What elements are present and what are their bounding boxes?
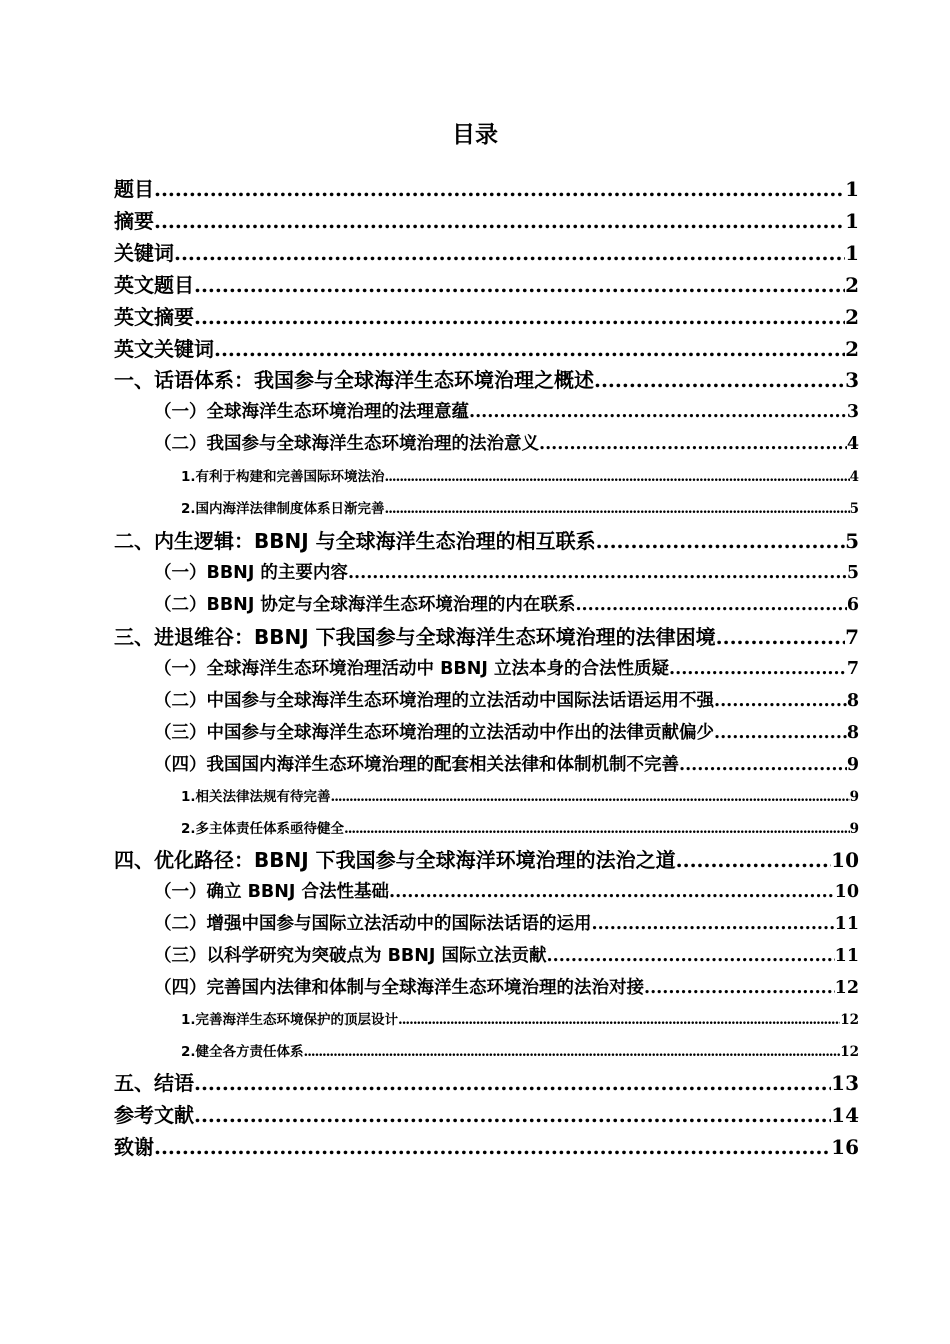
toc-entry-text: 致谢 — [114, 1135, 154, 1159]
toc-entry-text: （四）完善国内法律和体制与全球海洋生态环境治理的法治对接 — [154, 978, 644, 998]
toc-page-number: 3 — [846, 402, 859, 422]
toc-page-number: 6 — [846, 595, 859, 615]
toc-page-number: 4 — [849, 469, 859, 485]
toc-entry-text: （一）全球海洋生态环境治理的法理意蕴 — [154, 402, 469, 422]
toc-page-number: 12 — [834, 978, 859, 998]
toc-entry-text: （二）增强中国参与国际立法活动中的国际法话语的运用 — [154, 914, 592, 934]
toc-entry[interactable] — [114, 303, 859, 331]
toc-entry[interactable] — [114, 623, 859, 651]
toc-entry-text: 2.健全各方责任体系 — [181, 1044, 304, 1060]
toc-entry-text: 四、优化路径：BBNJ 下我国参与全球海洋环境治理的法治之道 — [114, 848, 676, 872]
leader-dots — [348, 560, 847, 586]
toc-entry-text: （三）中国参与全球海洋生态环境治理的立法活动中作出的法律贡献偏少 — [154, 723, 714, 743]
toc-page-number: 7 — [846, 659, 859, 679]
toc-entry-text: （二）中国参与全球海洋生态环境治理的立法活动中国际法话语运用不强 — [154, 691, 714, 711]
leader-dots — [575, 592, 846, 618]
toc-entry-text: 1.有利于构建和完善国际环境法治 — [181, 469, 385, 485]
leader-dots — [331, 787, 850, 807]
toc-entry-text: （二）我国参与全球海洋生态环境治理的法治意义 — [154, 434, 539, 454]
toc-page-number: 8 — [846, 691, 859, 711]
toc-entry-text: 一、话语体系：我国参与全球海洋生态环境治理之概述 — [114, 368, 594, 392]
toc-entry-text: 五、结语 — [114, 1071, 194, 1095]
toc-page-number: 13 — [831, 1071, 859, 1095]
toc-page-number: 12 — [840, 1012, 859, 1028]
leader-dots — [194, 271, 845, 299]
leader-dots — [594, 366, 845, 394]
toc-entry[interactable] — [114, 1133, 859, 1161]
toc-entry[interactable] — [154, 943, 859, 969]
toc-entry[interactable] — [154, 911, 859, 937]
leader-dots — [669, 656, 847, 682]
leader-dots — [154, 1133, 831, 1161]
toc-page-number: 10 — [831, 848, 859, 872]
toc-page-number: 1 — [845, 177, 859, 201]
toc-page-number: 11 — [834, 946, 859, 966]
toc-entry[interactable] — [114, 846, 859, 874]
toc-entry-text: 1.完善海洋生态环境保护的顶层设计 — [181, 1012, 399, 1028]
toc-entry-text: 1.相关法律法规有待完善 — [181, 789, 331, 805]
leader-dots — [214, 335, 845, 363]
leader-dots — [194, 1101, 831, 1129]
leader-dots — [174, 239, 845, 267]
toc-entry-text: （四）我国国内海洋生态环境治理的配套相关法律和体制机制不完善 — [154, 755, 679, 775]
toc-entry[interactable] — [114, 207, 859, 235]
toc-page-number: 1 — [845, 209, 859, 233]
toc-entry-text: （一）BBNJ 的主要内容 — [154, 563, 348, 583]
toc-entry[interactable] — [114, 239, 859, 267]
toc-entry-text: 关键词 — [114, 241, 174, 265]
toc-page-number: 10 — [834, 882, 859, 902]
toc-entry[interactable] — [154, 560, 859, 586]
leader-dots — [154, 175, 845, 203]
toc-entry[interactable] — [114, 366, 859, 394]
leader-dots — [592, 911, 835, 937]
toc-entry-text: 题目 — [114, 177, 154, 201]
leader-dots — [154, 207, 845, 235]
leader-dots — [714, 688, 847, 714]
toc-page-number: 16 — [831, 1135, 859, 1159]
toc-page-number: 4 — [846, 434, 859, 454]
leader-dots — [644, 975, 835, 1001]
toc-entry[interactable] — [114, 271, 859, 299]
toc-entry-text: （二）BBNJ 协定与全球海洋生态环境治理的内在联系 — [154, 595, 576, 615]
leader-dots — [385, 467, 850, 487]
toc-entry-text: 英文摘要 — [114, 305, 194, 329]
toc-page-number: 2 — [845, 273, 859, 297]
toc-page-number: 5 — [846, 563, 859, 583]
leader-dots — [344, 819, 850, 839]
toc-entry-text: 2.多主体责任体系亟待健全 — [181, 821, 345, 837]
leader-dots — [194, 303, 845, 331]
toc-entry[interactable] — [114, 527, 859, 555]
leader-dots — [676, 846, 832, 874]
toc-page-number: 7 — [845, 625, 859, 649]
toc-entry[interactable] — [154, 720, 859, 746]
toc-page-number: 2 — [845, 305, 859, 329]
toc-entry-text: 参考文献 — [114, 1103, 194, 1127]
toc-entry-text: 二、内生逻辑：BBNJ 与全球海洋生态治理的相互联系 — [114, 529, 596, 553]
toc-entry[interactable] — [181, 787, 859, 807]
toc-entry[interactable] — [181, 499, 859, 519]
toc-page-number: 14 — [831, 1103, 859, 1127]
toc-entry-text: 摘要 — [114, 209, 154, 233]
toc-page-number: 5 — [845, 529, 859, 553]
toc-page-number: 1 — [845, 241, 859, 265]
toc-entry-text: 英文题目 — [114, 273, 194, 297]
toc-title: 目录 — [452, 122, 498, 148]
toc-page-number: 2 — [845, 337, 859, 361]
toc-entry-text: 三、进退维谷：BBNJ 下我国参与全球海洋生态环境治理的法律困境 — [114, 625, 716, 649]
toc-page-number: 3 — [845, 368, 859, 392]
toc-entry-text: （三）以科学研究为突破点为 BBNJ 国际立法贡献 — [154, 946, 547, 966]
toc-entry[interactable] — [154, 975, 859, 1001]
toc-page-number: 9 — [849, 789, 859, 805]
leader-dots — [547, 943, 835, 969]
leader-dots — [469, 399, 847, 425]
toc-entry-text: （一）全球海洋生态环境治理活动中 BBNJ 立法本身的合法性质疑 — [154, 659, 670, 679]
toc-entry[interactable] — [114, 175, 859, 203]
toc-entry-text: 2.国内海洋法律制度体系日渐完善 — [181, 501, 385, 517]
toc-entry[interactable] — [114, 1069, 859, 1097]
leader-dots — [398, 1010, 840, 1030]
toc-entry[interactable] — [154, 879, 859, 905]
toc-page-number: 5 — [849, 501, 859, 517]
toc-page-number: 12 — [840, 1044, 859, 1060]
toc-entry[interactable] — [114, 1101, 859, 1129]
toc-entry[interactable] — [181, 819, 859, 839]
leader-dots — [389, 879, 835, 905]
toc-entry[interactable] — [154, 592, 859, 618]
leader-dots — [194, 1069, 831, 1097]
toc-entry-text: 英文关键词 — [114, 337, 214, 361]
leader-dots — [596, 527, 845, 555]
toc-entry[interactable] — [154, 752, 859, 778]
leader-dots — [539, 431, 847, 457]
leader-dots — [714, 720, 847, 746]
toc-page-number: 11 — [834, 914, 859, 934]
toc-entry-text: （一）确立 BBNJ 合法性基础 — [154, 882, 390, 902]
toc-entry[interactable] — [154, 656, 859, 682]
toc-entry[interactable] — [181, 1010, 859, 1030]
toc-entry[interactable] — [154, 431, 859, 457]
toc-entry[interactable] — [154, 688, 859, 714]
toc-entry[interactable] — [181, 1042, 859, 1062]
leader-dots — [679, 752, 847, 778]
leader-dots — [716, 623, 845, 651]
leader-dots — [385, 499, 850, 519]
toc-page-number: 9 — [846, 755, 859, 775]
toc-entry[interactable] — [181, 467, 859, 487]
leader-dots — [304, 1042, 841, 1062]
toc-page-number: 9 — [849, 821, 859, 837]
toc-page-number: 8 — [846, 723, 859, 743]
toc-entry[interactable] — [114, 335, 859, 363]
toc-entry[interactable] — [154, 399, 859, 425]
